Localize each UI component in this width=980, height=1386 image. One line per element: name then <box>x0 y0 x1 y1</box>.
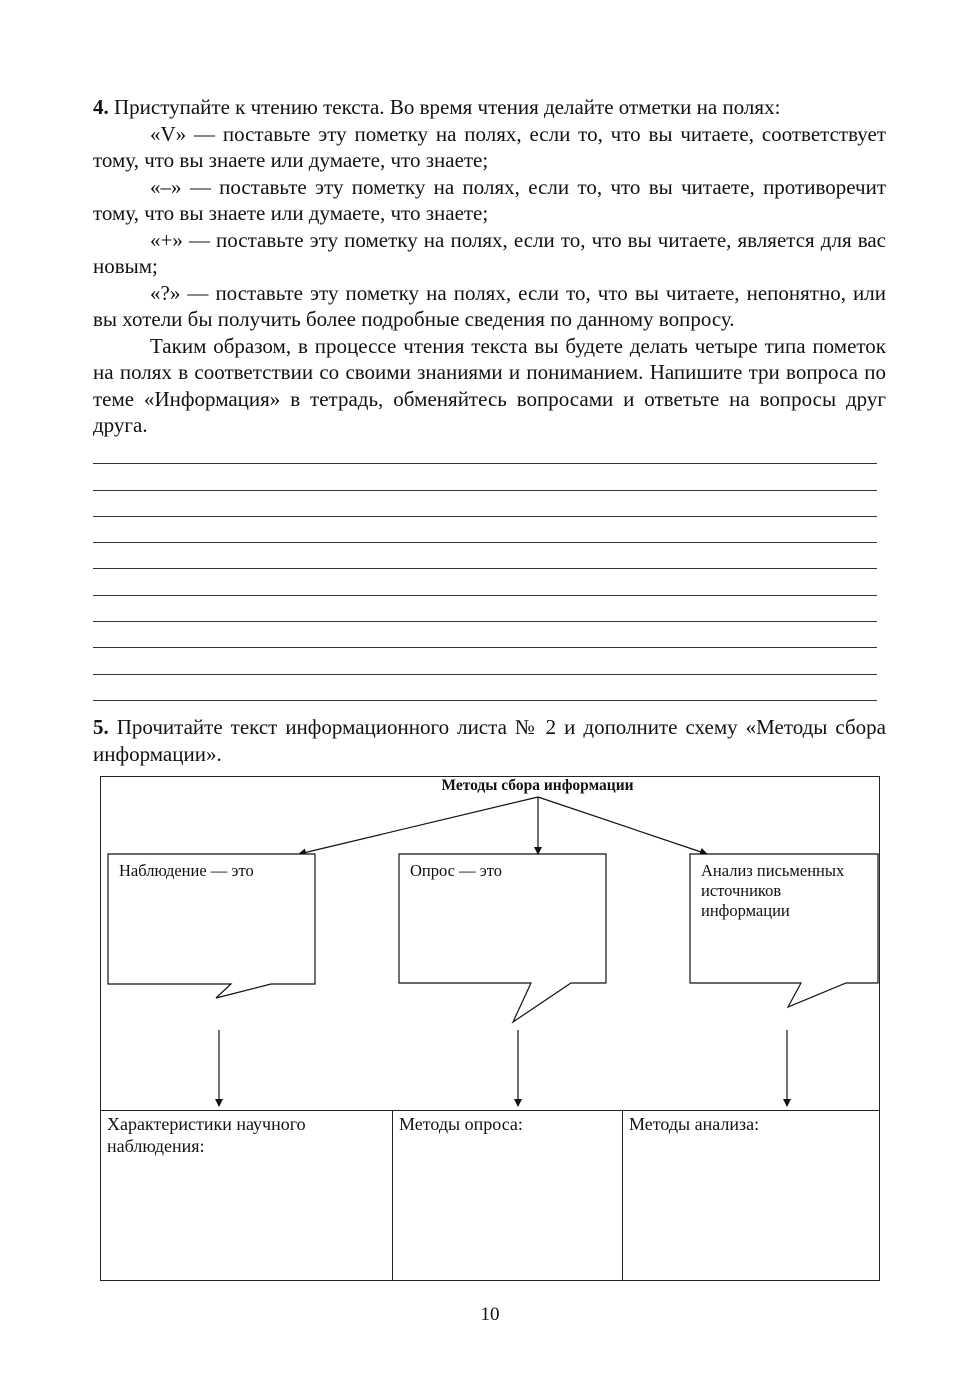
analysis-box-text[interactable]: Анализ письменных источников информации <box>701 861 845 920</box>
task4-mark-v: «V» — поставьте эту пометку на полях, если то, что вы читаете, соответствует тому, что вы знаете или думаете, что знаете; <box>93 121 886 172</box>
task4-mark-plus: «+» — поставьте эту пометку на полях, если то, что вы читаете, является для вас новым; <box>93 227 886 278</box>
answer-line[interactable] <box>93 517 877 543</box>
task4-number: 4. <box>93 95 109 119</box>
task4-mark-question: «?» — поставьте эту пометку на полях, если то, что вы читаете, непонятно, или вы хотели бы получить более подробные сведения по данному вопросу. <box>93 280 886 331</box>
page-number: 10 <box>480 1304 500 1325</box>
task4-mark-minus: «–» — поставьте эту пометку на полях, если то, что вы читаете, противоречит тому, что вы знаете или думаете, что знаете; <box>93 174 886 225</box>
answer-lines[interactable] <box>93 438 877 701</box>
task5-instruction: Прочитайте текст информационного листа № 2 и дополните схему «Методы сбора информации». <box>93 715 886 766</box>
answer-line[interactable] <box>93 438 877 464</box>
observation-characteristics-cell[interactable] <box>101 1110 393 1280</box>
methods-diagram <box>100 776 880 1281</box>
diagram-title: Методы сбора информации <box>441 777 634 794</box>
answer-line[interactable] <box>93 675 877 701</box>
survey-methods-cell[interactable] <box>393 1110 623 1280</box>
task4-intro: Приступайте к чтению текста. Во время чтения делайте отметки на полях: <box>108 95 781 119</box>
observation-box-text[interactable]: Наблюдение — это <box>119 861 254 880</box>
answer-line[interactable] <box>93 491 877 517</box>
answer-line[interactable] <box>93 543 877 569</box>
task4-summary: Таким образом, в процессе чтения текста вы будете делать четыре типа пометок на полях в соответствии со своими знаниями и пониманием. Напишите три вопроса по теме «Информация» в тетрадь, обменяйтесь вопросами и ответьте на вопросы друг друга. <box>93 333 886 437</box>
observation-characteristics-label: Характеристики научного наблюдения: <box>107 1114 306 1156</box>
analysis-methods-label: Методы анализа: <box>629 1114 760 1134</box>
answer-line[interactable] <box>93 622 877 648</box>
answer-line[interactable] <box>93 464 877 490</box>
survey-box-text[interactable]: Опрос — это <box>410 861 503 880</box>
answer-line[interactable] <box>93 596 877 622</box>
analysis-methods-cell[interactable] <box>623 1110 879 1280</box>
arrow-to-analysis <box>538 797 707 854</box>
answer-line[interactable] <box>93 569 877 595</box>
task4-text <box>93 94 886 439</box>
answer-line[interactable] <box>93 648 877 674</box>
survey-methods-label: Методы опроса: <box>399 1114 523 1134</box>
task5-text <box>93 714 886 767</box>
task5-number: 5. <box>93 715 109 739</box>
arrow-to-observation <box>299 797 538 854</box>
